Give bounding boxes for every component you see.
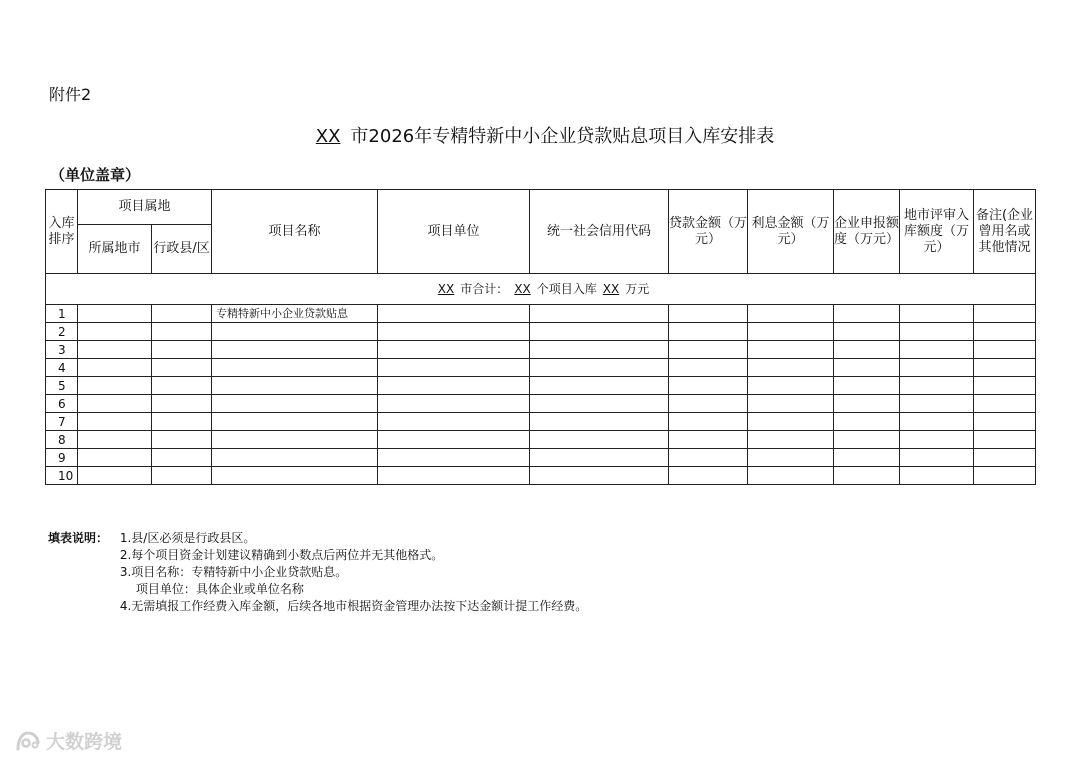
table-cell (900, 431, 974, 449)
table-cell (78, 359, 152, 377)
table-cell (974, 431, 1036, 449)
table-row (46, 395, 1036, 413)
table-cell (669, 359, 748, 377)
table-cell (669, 467, 748, 485)
total-city-text: 市合计： (460, 282, 509, 296)
table-row (46, 413, 1036, 431)
row-number: 4 (46, 359, 78, 377)
table-cell (748, 467, 834, 485)
table-cell (669, 305, 748, 323)
table-cell (152, 323, 212, 341)
table-cell (974, 467, 1036, 485)
table-cell (378, 359, 530, 377)
table-cell (152, 467, 212, 485)
table-cell (669, 377, 748, 395)
header-loan-amount: 贷款金额（万元） (669, 190, 748, 274)
row-number: 1 (46, 305, 78, 323)
table-cell (78, 341, 152, 359)
row-project-name (212, 413, 378, 431)
row-number: 3 (46, 341, 78, 359)
table-cell (900, 305, 974, 323)
row-project-name: 专精特新中小企业贷款贴息 (212, 305, 378, 323)
table-cell (378, 377, 530, 395)
table-cell (834, 323, 900, 341)
table-cell (78, 305, 152, 323)
table-row (46, 359, 1036, 377)
table-cell (669, 341, 748, 359)
row-project-name (212, 449, 378, 467)
watermark (14, 727, 122, 754)
table-cell (900, 359, 974, 377)
total-amount-text: 万元 (625, 282, 650, 296)
table-cell (748, 377, 834, 395)
watermark-logo-icon (14, 729, 42, 753)
table-cell (748, 359, 834, 377)
table-cell (748, 413, 834, 431)
table-cell (974, 305, 1036, 323)
seal-label: （单位盖章） (50, 166, 141, 184)
table-cell (530, 467, 669, 485)
table-cell (834, 341, 900, 359)
table-row (46, 377, 1036, 395)
header-city: 所属地市 (78, 225, 152, 274)
table-cell (530, 377, 669, 395)
notes-label: 填表说明： (48, 531, 109, 545)
table-cell (669, 431, 748, 449)
table-cell (78, 467, 152, 485)
table-cell (78, 377, 152, 395)
total-city-blank: XX (437, 282, 455, 296)
header-applied-amount: 企业申报额度（万元） (834, 190, 900, 274)
row-project-name (212, 431, 378, 449)
table-cell (152, 413, 212, 431)
row-number: 6 (46, 395, 78, 413)
table-cell (78, 449, 152, 467)
table-cell (834, 377, 900, 395)
table-cell (378, 323, 530, 341)
header-credit-code: 统一社会信用代码 (530, 190, 669, 274)
title-city-blank: XX (315, 126, 341, 147)
row-number: 5 (46, 377, 78, 395)
watermark-text: 大数跨境 (46, 731, 123, 753)
table-cell (748, 323, 834, 341)
table-cell (669, 449, 748, 467)
table-cell (378, 467, 530, 485)
table-cell (834, 359, 900, 377)
header-county: 行政县/区 (152, 225, 212, 274)
row-project-name (212, 323, 378, 341)
table-cell (834, 413, 900, 431)
table-cell (378, 395, 530, 413)
table-cell (900, 395, 974, 413)
table-cell (152, 341, 212, 359)
table-cell (974, 395, 1036, 413)
table-cell (748, 341, 834, 359)
project-table (45, 189, 1036, 485)
table-cell (152, 431, 212, 449)
table-cell (669, 395, 748, 413)
table-cell (152, 395, 212, 413)
header-reviewed-amount: 地市评审入库额度（万元） (900, 190, 974, 274)
table-cell (974, 359, 1036, 377)
filling-notes (48, 530, 587, 615)
total-amount-blank: XX (602, 282, 620, 296)
table-cell (78, 323, 152, 341)
table-cell (900, 323, 974, 341)
table-cell (669, 413, 748, 431)
table-cell (378, 341, 530, 359)
title-text: 市2026年专精特新中小企业贷款贴息项目入库安排表 (350, 126, 775, 147)
table-row (46, 467, 1036, 485)
note-item: 2.每个项目资金计划建议精确到小数点后两位并无其他格式。 (119, 548, 444, 562)
table-cell (974, 341, 1036, 359)
header-project-name: 项目名称 (212, 190, 378, 274)
total-row (46, 274, 1036, 305)
table-cell (834, 431, 900, 449)
table-cell (378, 413, 530, 431)
row-number: 7 (46, 413, 78, 431)
row-number: 10 (46, 467, 78, 485)
note-item: 3.项目名称：专精特新中小企业贷款贴息。 (119, 565, 348, 579)
table-cell (378, 431, 530, 449)
table-cell (834, 449, 900, 467)
table-cell (900, 377, 974, 395)
row-project-name (212, 395, 378, 413)
table-cell (378, 305, 530, 323)
table-row (46, 449, 1036, 467)
table-cell (152, 449, 212, 467)
row-project-name (212, 467, 378, 485)
table-cell (900, 449, 974, 467)
table-cell (834, 305, 900, 323)
table-cell (748, 449, 834, 467)
header-location: 项目属地 (78, 190, 212, 225)
table-cell (748, 395, 834, 413)
header-interest-amount: 利息金额（万元） (748, 190, 834, 274)
row-number: 8 (46, 431, 78, 449)
table-cell (834, 467, 900, 485)
total-count-text: 个项目入库 (536, 282, 597, 296)
total-count-blank: XX (514, 282, 531, 296)
note-item: 1.县/区必须是行政县区。 (119, 531, 256, 545)
table-cell (974, 449, 1036, 467)
table-cell (669, 323, 748, 341)
note-item: 项目单位：具体企业或单位名称 (135, 582, 304, 596)
document-title (0, 122, 1080, 148)
row-project-name (212, 341, 378, 359)
table-cell (900, 341, 974, 359)
table-cell (974, 413, 1036, 431)
table-cell (530, 431, 669, 449)
table-cell (152, 305, 212, 323)
header-order: 入库排序 (46, 190, 78, 274)
table-cell (530, 359, 669, 377)
table-cell (530, 305, 669, 323)
header-project-unit: 项目单位 (378, 190, 530, 274)
table-cell (900, 413, 974, 431)
table-cell (152, 359, 212, 377)
table-cell (974, 323, 1036, 341)
table-row (46, 305, 1036, 323)
table-row (46, 431, 1036, 449)
attachment-label: 附件2 (49, 85, 92, 104)
table-row (46, 323, 1036, 341)
row-project-name (212, 377, 378, 395)
table-cell (834, 395, 900, 413)
row-number: 9 (46, 449, 78, 467)
table-cell (378, 449, 530, 467)
note-item: 4.无需填报工作经费入库金额，后续各地市根据资金管理办法按下达金额计提工作经费。 (119, 599, 588, 613)
table-cell (152, 377, 212, 395)
table-cell (530, 449, 669, 467)
table-cell (78, 395, 152, 413)
table-cell (530, 395, 669, 413)
row-number: 2 (46, 323, 78, 341)
table-cell (530, 323, 669, 341)
table-cell (78, 413, 152, 431)
table-cell (78, 431, 152, 449)
table-cell (900, 467, 974, 485)
table-cell (748, 431, 834, 449)
table-row (46, 341, 1036, 359)
table-cell (974, 377, 1036, 395)
header-remarks: 备注(企业曾用名或其他情况 (974, 190, 1036, 274)
table-cell (530, 341, 669, 359)
row-project-name (212, 359, 378, 377)
table-cell (748, 305, 834, 323)
table-cell (530, 413, 669, 431)
